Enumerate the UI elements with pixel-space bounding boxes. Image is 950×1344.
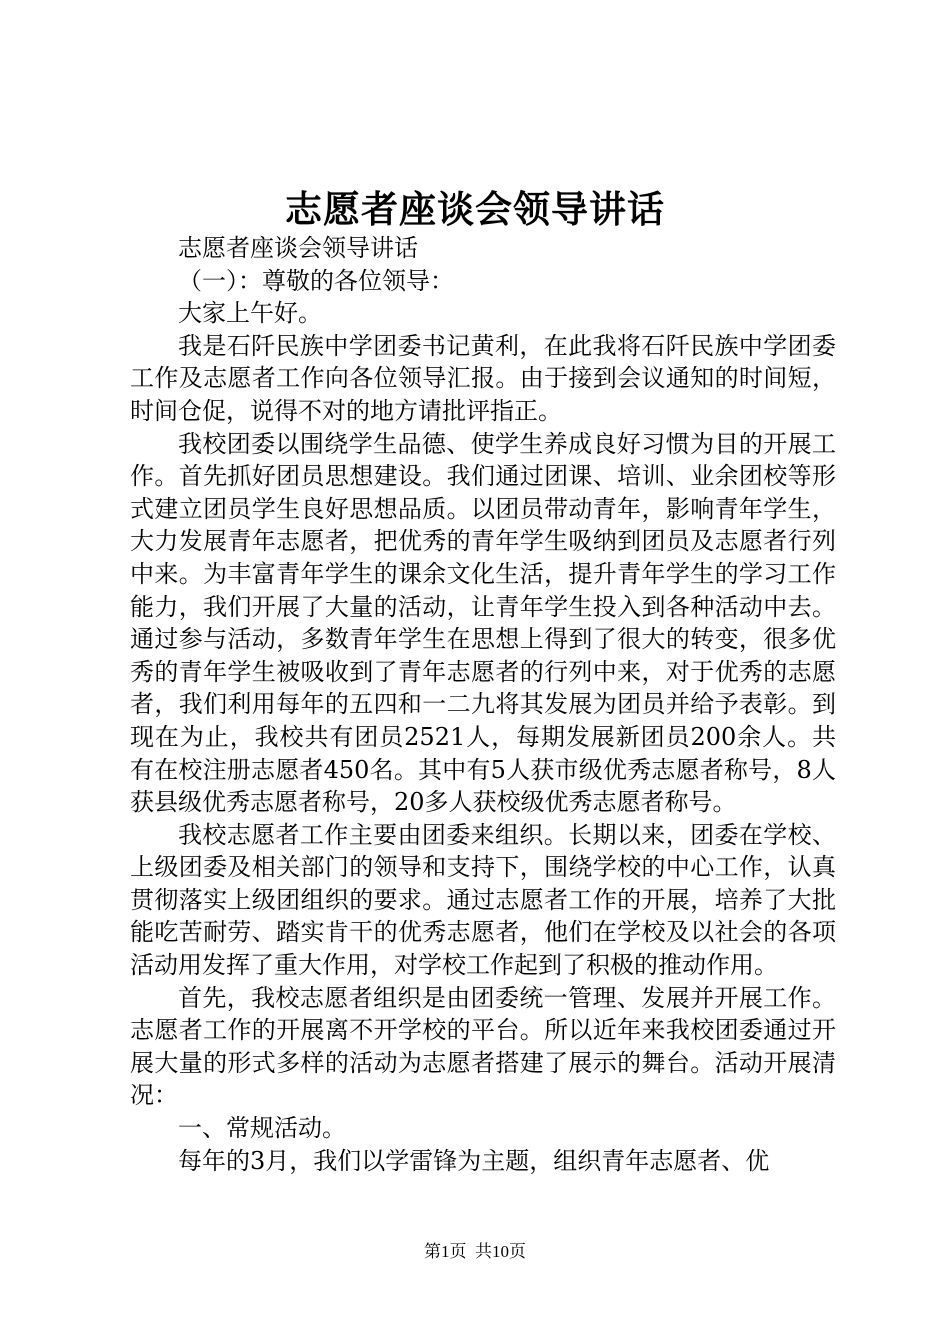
paragraph: 我是石阡民族中学团委书记黄利，在此我将石阡民族中学团委工作及志愿者工作向各位领导汇报。由于接到会议通知的时间短，时间仓促，说得不对的地方请批评指正。 <box>130 331 836 425</box>
paragraph: 志愿者座谈会领导讲话 <box>178 234 418 262</box>
paragraph: 每年的3月，我们以学雷锋为主题，组织青年志愿者、优 <box>178 1146 770 1175</box>
paragraph: 一、常规活动。 <box>178 1114 346 1143</box>
paragraph: 大家上午好。 <box>178 299 322 328</box>
page-footer: 第1页 共10页 <box>424 1242 526 1261</box>
document-title: 志愿者座谈会领导讲话 <box>285 187 665 231</box>
document-body <box>130 232 836 1177</box>
paragraph: （一）：尊敬的各位领导： <box>178 266 454 295</box>
paragraph: 首先，我校志愿者组织是由团委统一管理、发展并开展工作。志愿者工作的开展离不开学校的平台。所以近年来我校团委通过开展大量的形式多样的活动为志愿者搭建了展示的舞台。活动开展清况： <box>130 983 836 1110</box>
paragraph: 我校志愿者工作主要由团委来组织。长期以来，团委在学校、上级团委及相关部门的领导和支持下，围绕学校的中心工作，认真贯彻落实上级团组织的要求。通过志愿者工作的开展，培养了大批能吃苦耐劳、踏实肯干的优秀志愿者，他们在学校及以社会的各项活动用发挥了重大作用，对学校工作起到了积极的推动作用。 <box>130 820 836 980</box>
paragraph: 我校团委以围绕学生品德、使学生养成良好习惯为目的开展工作。首先抓好团员思想建设。我们通过团课、培训、业余团校等形式建立团员学生良好思想品质。以团员带动青年，影响青年学生，大力发展青年志愿者，把优秀的青年学生吸纳到团员及志愿者行列中来。为丰富青年学生的课余文化生活，提升青年学生的学习工作能力，我们开展了大量的活动，让青年学生投入到各种活动中去。通过参与活动，多数青年学生在思想上得到了很大的转变，很多优秀的青年学生被吸收到了青年志愿者的行列中来，对于优秀的志愿者，我们利用每年的五四和一二九将其发展为团员并给予表彰。到现在为止，我校共有团员2521人，每期发展新团员200余人。共有在校注册志愿者450名。其中有5人获市级优秀志愿者称号，8人获县级优秀志愿者称号，20多人获校级优秀志愿者称号。 <box>130 429 836 817</box>
